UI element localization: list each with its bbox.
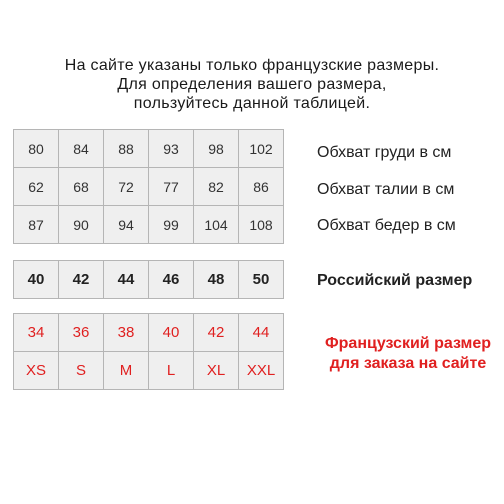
french-number-cell: 36: [59, 314, 104, 352]
chest-label: Обхват груди в см: [317, 144, 452, 161]
hips-cell: 99: [149, 206, 194, 244]
french-number-cell: 34: [14, 314, 59, 352]
russian-size-cell: 50: [239, 261, 284, 299]
hips-cell: 90: [59, 206, 104, 244]
intro-line-3: пользуйтесь данной таблицей.: [133, 95, 371, 112]
waist-cell: 62: [14, 168, 59, 206]
french-letter-cell: L: [149, 352, 194, 390]
russian-size-cell: 48: [194, 261, 239, 299]
russian-size-table: [13, 260, 284, 299]
russian-size-cell: 46: [149, 261, 194, 299]
hips-cell: 104: [194, 206, 239, 244]
russian-size-row: [14, 261, 284, 299]
waist-label: Обхват талии в см: [317, 181, 455, 198]
french-size-table: [13, 313, 284, 390]
chest-cell: 98: [194, 130, 239, 168]
intro-line-2: Для определения вашего размера,: [117, 76, 387, 93]
french-letter-cell: XL: [194, 352, 239, 390]
chest-cell: 80: [14, 130, 59, 168]
russian-size-label: Российский размер: [317, 272, 473, 289]
hips-cell: 87: [14, 206, 59, 244]
hips-label: Обхват бедер в см: [317, 217, 456, 234]
hips-cell: 108: [239, 206, 284, 244]
waist-cell: 68: [59, 168, 104, 206]
waist-cell: 86: [239, 168, 284, 206]
russian-size-cell: 44: [104, 261, 149, 299]
russian-size-cell: 42: [59, 261, 104, 299]
hips-cell: 94: [104, 206, 149, 244]
hips-row: [14, 206, 284, 244]
waist-cell: 77: [149, 168, 194, 206]
french-size-label: [316, 334, 500, 374]
waist-cell: 72: [104, 168, 149, 206]
waist-cell: 82: [194, 168, 239, 206]
russian-size-cell: 40: [14, 261, 59, 299]
french-label-line-1: Французский размер: [324, 335, 492, 352]
chest-cell: 102: [239, 130, 284, 168]
french-number-cell: 44: [239, 314, 284, 352]
french-number-cell: 42: [194, 314, 239, 352]
french-number-cell: 38: [104, 314, 149, 352]
french-letter-cell: S: [59, 352, 104, 390]
intro-line-1: На сайте указаны только французские размеры.: [64, 57, 440, 74]
french-letter-cell: XXL: [239, 352, 284, 390]
french-letter-cell: M: [104, 352, 149, 390]
french-number-cell: 40: [149, 314, 194, 352]
intro-text: [0, 56, 504, 113]
chest-cell: 93: [149, 130, 194, 168]
chest-row: [14, 130, 284, 168]
chest-cell: 84: [59, 130, 104, 168]
measurements-table: [13, 129, 284, 244]
waist-row: [14, 168, 284, 206]
french-letter-cell: XS: [14, 352, 59, 390]
chest-cell: 88: [104, 130, 149, 168]
french-letter-row: [14, 352, 284, 390]
french-number-row: [14, 314, 284, 352]
french-label-line-2: для заказа на сайте: [329, 355, 487, 372]
